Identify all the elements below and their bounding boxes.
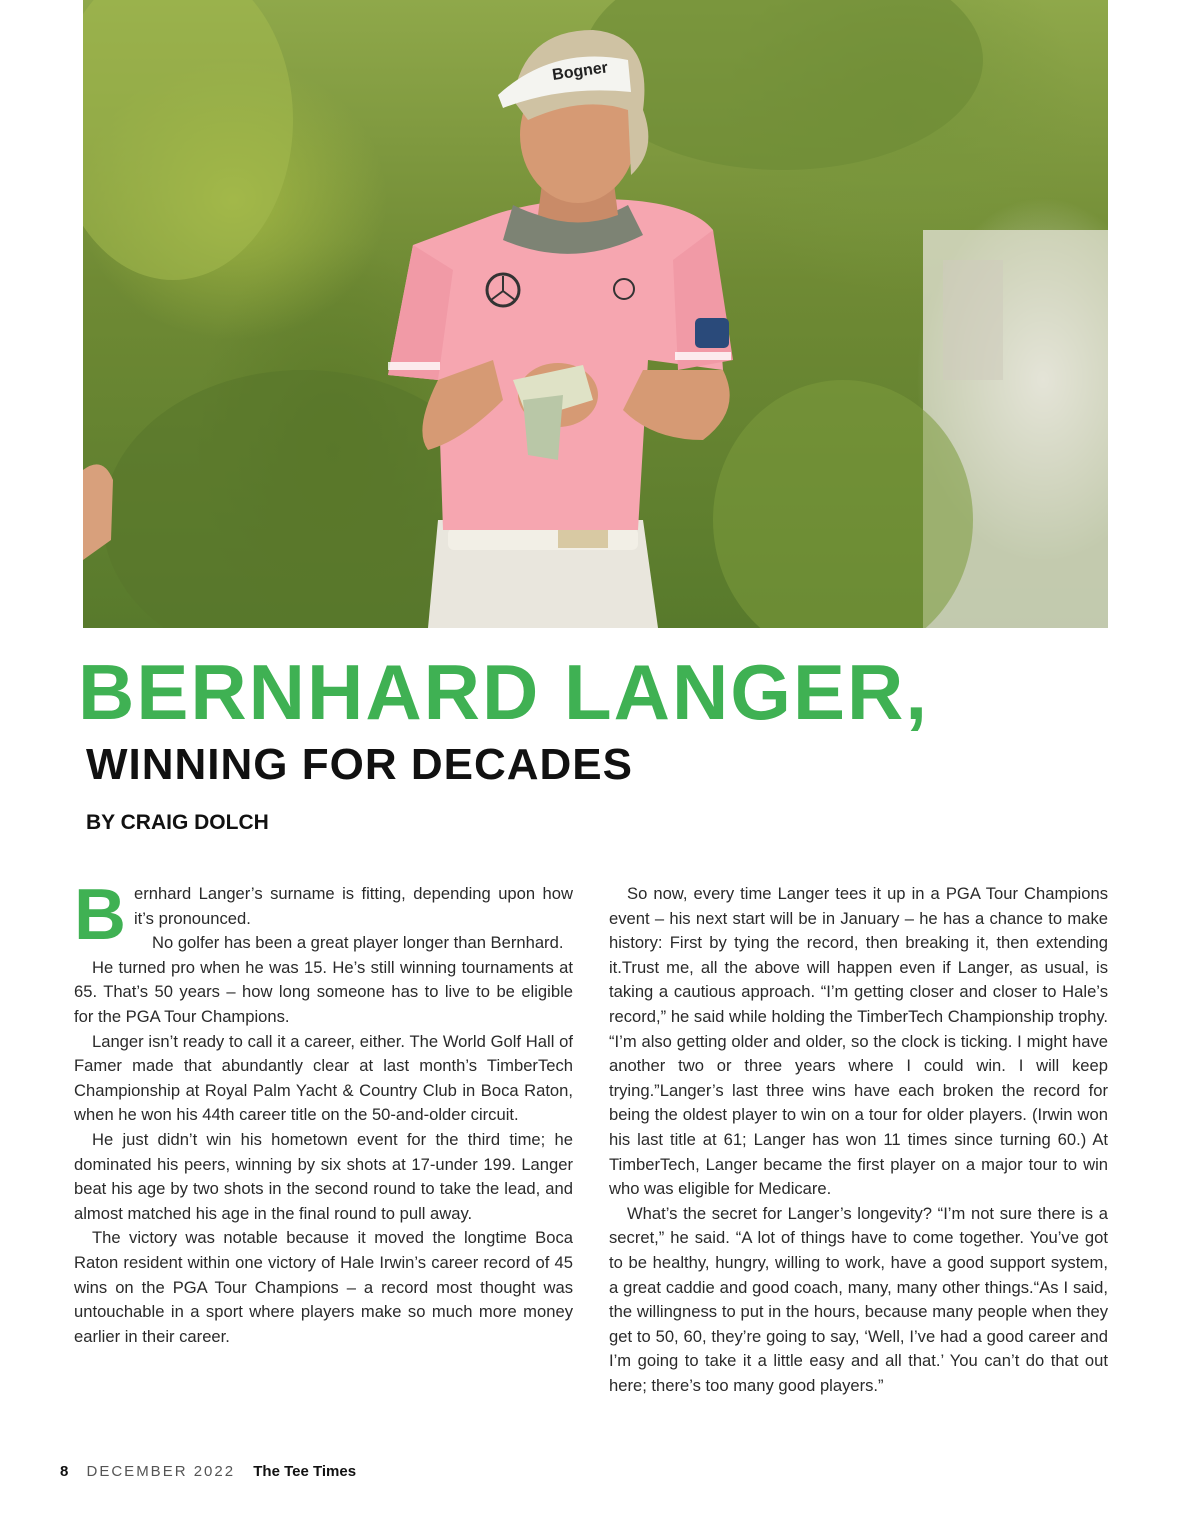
article-paragraph: He turned pro when he was 15. He’s still winning tournaments at 65. That’s 50 years – how long someone has to live to be eligible for the PGA Tour Champions. xyxy=(74,957,573,1026)
byline: BY CRAIG DOLCH xyxy=(86,811,269,834)
article-paragraph: No golfer has been a great player longer than Bernhard. xyxy=(152,933,564,953)
hero-photo xyxy=(83,0,1108,628)
publication-name: The Tee Times xyxy=(253,1463,357,1480)
golfer-illustration xyxy=(83,0,1108,628)
headline-title: BERNHARD LANGER, xyxy=(78,648,929,736)
visor-logo: Bogner xyxy=(551,59,610,84)
article-paragraph: So now, every time Langer tees it up in a PGA Tour Champions event – his next start will be in January – he has a chance to make history: First by tying the record, then breaking it, then extending it.Trust me, all the above will happen even if Langer, as usual, is taking a cautious approach. “I’m getting closer and closer to Hale’s record,” he said while holding the TimberTech Championship trophy. “I’m also getting older and older, so the clock is ticking. I might have another two or three years where I could win. I will keep trying.”Langer’s last three wins have each broken the record for being the oldest player to win on a tour for older players. (Irwin won his last title at 61; Langer has won 11 times since turning 60.) At TimberTech, Langer became the first player on a major tour to win who was eligible for Medicare. xyxy=(609,884,1108,1199)
headline-subtitle: WINNING FOR DECADES xyxy=(86,740,633,789)
article-column-left xyxy=(74,875,573,1349)
article-column-right xyxy=(609,882,1108,1398)
page-footer xyxy=(60,1461,356,1483)
drop-cap: B xyxy=(74,875,126,955)
page-number: 8 xyxy=(60,1463,69,1480)
article-paragraph: Bernhard Langer’s surname is fitting, depending upon how it’s pronounced. xyxy=(74,875,573,955)
article-paragraph: The victory was notable because it moved the longtime Boca Raton resident within one victory of Hale Irwin’s career record of 45 wins on the PGA Tour Champions – a record most thought was untouchable in a sport where players make so much more money earlier in their career. xyxy=(74,1228,573,1346)
article-paragraph: Langer isn’t ready to call it a career, either. The World Golf Hall of Famer made that abundantly clear at last month’s TimberTech Championship at Royal Palm Yacht & Country Club in Boca Raton, when he won his 44th career title on the 50-and-older circuit. xyxy=(74,1031,573,1125)
article-paragraph: He just didn’t win his hometown event for the third time; he dominated his peers, winning by six shots at 17-under 199. Langer beat his age by two shots in the second round to take the lead, and almost matched his age in the final round to pull away. xyxy=(74,1129,573,1223)
issue-date: DECEMBER 2022 xyxy=(86,1463,236,1480)
article-paragraph: What’s the secret for Langer’s longevity? “I’m not sure there is a secret,” he said. “A lot of things have to come together. You’ve got to be healthy, hungry, willing to work, have a good support system, a great caddie and good coach, many, many other things.“As I said, the willingness to put in the hours, because many people when they get to 50, 60, they’re going to say, ‘Well, I’ve had a good career and I’m going to take it a little easy and all that.’ You can’t do that out here; there’s too many good players.” xyxy=(609,1203,1108,1395)
